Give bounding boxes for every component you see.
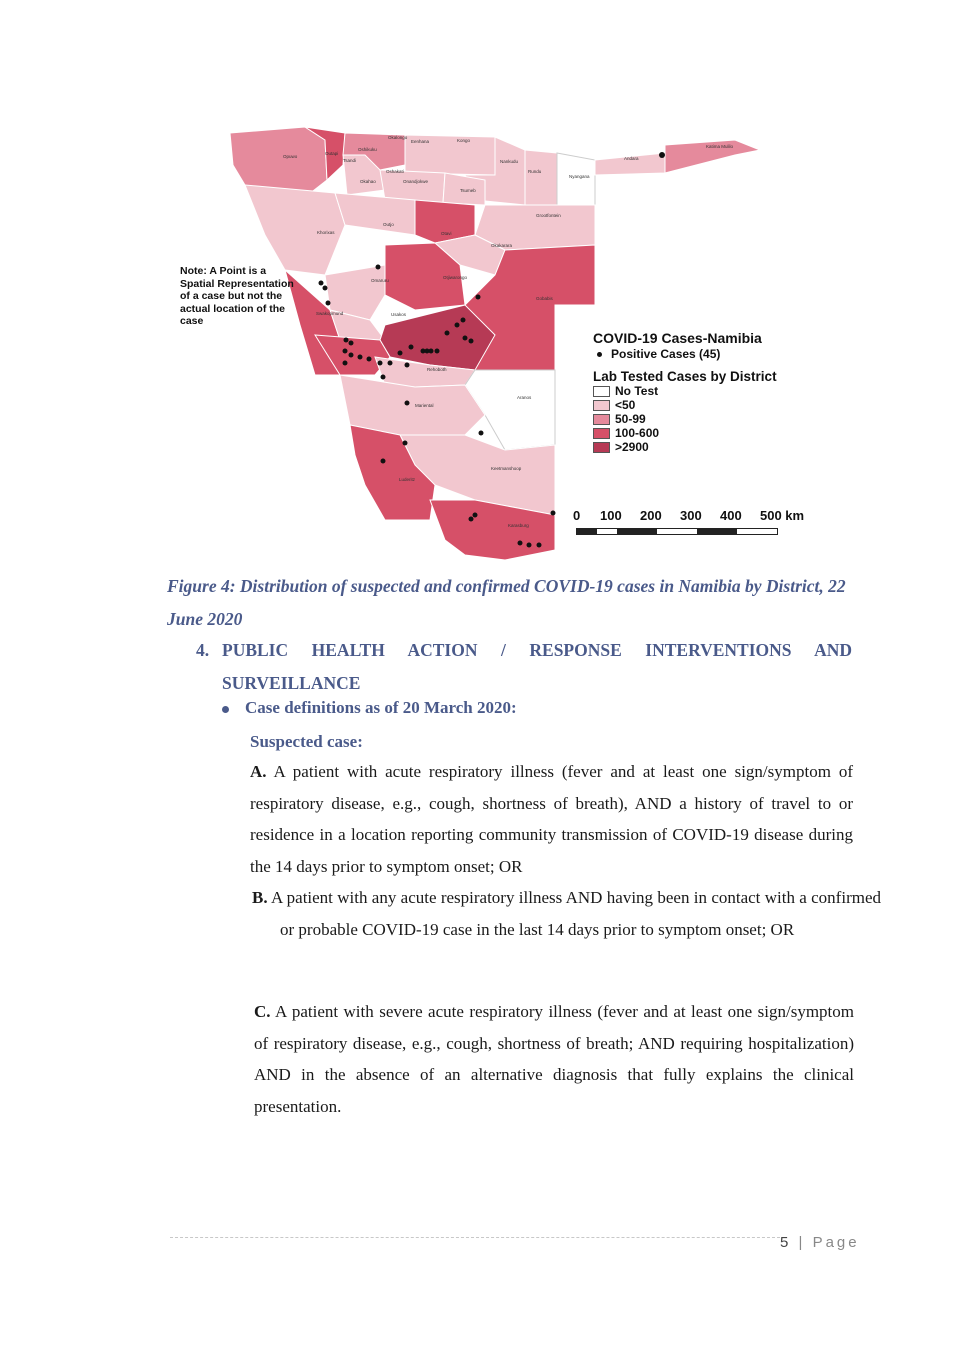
legend-row (593, 384, 833, 398)
legend-positive-label: Positive Cases (45) (611, 347, 721, 361)
scale-label: 500 km (760, 508, 805, 523)
case-point (537, 543, 542, 548)
district-label: Okalongo (388, 135, 408, 140)
district-label: Otavi (441, 231, 452, 236)
legend-subtitle: Lab Tested Cases by District (593, 369, 777, 384)
case-point (527, 543, 532, 548)
case-point (388, 361, 393, 366)
case-point (343, 349, 348, 354)
district-label: Outjo (383, 222, 394, 227)
legend-label: 50-99 (615, 412, 646, 426)
scale-label: 400 (720, 508, 742, 523)
scale-segment (617, 529, 657, 534)
district-label: Nyangana (569, 174, 590, 179)
legend-label: 100-600 (615, 426, 660, 440)
case-point (479, 431, 484, 436)
legend-swatch (593, 428, 610, 439)
definition-letter: A. (250, 762, 267, 781)
legend-title: COVID-19 Cases-Namibia (593, 330, 762, 346)
district-label: Karasburg (508, 523, 529, 528)
case-point (435, 349, 440, 354)
scale-label: 0 (573, 508, 581, 523)
case-point (323, 286, 328, 291)
legend-label: <50 (615, 398, 636, 412)
district-label: Swakopmund (316, 311, 344, 316)
case-point (398, 351, 403, 356)
case-point (381, 375, 386, 380)
district-label: Rundu (528, 169, 542, 174)
page-number: 5 (780, 1234, 792, 1251)
district-label: Oshakati (386, 169, 404, 174)
case-point (358, 355, 363, 360)
case-point (344, 338, 349, 343)
definition-b (252, 882, 881, 945)
scale-segment (697, 529, 737, 534)
definition-a (250, 756, 853, 882)
district-rundu (525, 150, 557, 205)
district-label: Tsandi (343, 158, 357, 163)
definition-c (254, 996, 854, 1122)
district-label: Opuwo (283, 154, 298, 159)
definition-text: A patient with any acute respiratory illness AND having been in contact with a confirmed or probable COVID-19 case in the last 14 days prior to symptom onset; OR (270, 888, 882, 939)
suspected-case-label: Suspected case: (250, 732, 363, 751)
district-label: Eenhana (411, 139, 430, 144)
case-point (518, 541, 523, 546)
legend-swatch (593, 442, 610, 453)
district-label: Otjiwarongo (443, 275, 468, 280)
case-point (659, 152, 665, 158)
scale-label: 100 (600, 508, 622, 523)
definition-text: A patient with severe acute respiratory illness (fever and at least one sign/symptom of respiratory disease, e.g., cough, shortness of breath; AND requiring hospitalization) AND in the absence of an alternative diagnosis that fully explains the clinical presentation. (254, 1002, 854, 1116)
scale-label: 300 (680, 508, 702, 523)
district-label: Usakos (391, 312, 407, 317)
district-outjo (335, 193, 415, 235)
case-point (445, 331, 450, 336)
district-label: Tsumeb (460, 188, 476, 193)
map-figure (175, 125, 835, 565)
legend-row (593, 398, 833, 412)
case-point (463, 336, 468, 341)
legend-row (593, 426, 833, 440)
district-label: Onandjokwe (403, 179, 429, 184)
scale-label: 200 (640, 508, 662, 523)
case-point (455, 323, 460, 328)
case-point (405, 401, 410, 406)
case-point (469, 517, 474, 522)
legend-row (593, 440, 833, 454)
bullet-icon (222, 706, 229, 713)
legend-positive-cases (597, 347, 833, 361)
map-legend (593, 330, 833, 454)
section-title: PUBLIC HEALTH ACTION / RESPONSE INTERVENTIONS AND SURVEILLANCE (222, 640, 852, 693)
page-footer (780, 1234, 860, 1251)
case-point (343, 361, 348, 366)
case-point (367, 357, 372, 362)
case-point (405, 363, 410, 368)
definition-text: A patient with acute respiratory illness (fever and at least one sign/symptom of respiratory disease, e.g., cough, shortness of breath), AND a history of travel to or residence in a location reporting community transmission of COVID-19 disease during the 14 days prior to symptom onset; OR (250, 762, 854, 876)
scale-bar (576, 528, 778, 535)
district-nyangana (557, 153, 595, 205)
case-point (429, 349, 434, 354)
case-point (381, 459, 386, 464)
district-label: Outapi (325, 151, 339, 156)
case-point (403, 441, 408, 446)
district-label: Andara (624, 156, 639, 161)
section-number: 4. (196, 640, 210, 660)
district-label: Grootfontein (536, 213, 561, 218)
district-label: Kongo (457, 138, 471, 143)
case-point (551, 511, 556, 516)
district-label: Gobabis (536, 296, 553, 301)
case-point (376, 265, 381, 270)
legend-swatch (593, 386, 610, 397)
case-point (349, 353, 354, 358)
case-point (319, 281, 324, 286)
case-point (473, 513, 478, 518)
district-label: Khorixas (317, 230, 335, 235)
footer-divider (170, 1237, 780, 1238)
district-label: Oshikuku (358, 147, 377, 152)
district-label: Rehoboth (427, 367, 447, 372)
case-point (461, 318, 466, 323)
district-label: Luderitz (399, 477, 416, 482)
district-label: Okahao (360, 179, 376, 184)
definition-letter: B. (252, 888, 268, 907)
legend-label: No Test (615, 384, 659, 398)
case-point (469, 339, 474, 344)
district-label: Katima Mulilo (706, 144, 734, 149)
page-label: | Page (798, 1234, 860, 1251)
bullet-item (222, 698, 517, 718)
figure-caption: Figure 4: Distribution of suspected and confirmed COVID-19 cases in Namibia by District, 22 June 2020 (167, 576, 846, 629)
scale-segment (577, 529, 597, 534)
point-icon (597, 352, 602, 357)
legend-swatch (593, 414, 610, 425)
district-label: Nankudu (500, 159, 519, 164)
legend-swatch (593, 400, 610, 411)
case-point (476, 295, 481, 300)
definition-letter: C. (254, 1002, 271, 1021)
district-label: Okakarara (491, 243, 513, 248)
legend-label: >2900 (615, 440, 649, 454)
legend-row (593, 412, 833, 426)
case-point (378, 361, 383, 366)
case-point (409, 345, 414, 350)
district-label: Aranos (517, 395, 532, 400)
bullet-text: Case definitions as of 20 March 2020: (245, 698, 517, 717)
district-label: Mariental (415, 403, 434, 408)
case-point (349, 341, 354, 346)
map-note: Note: A Point is a Spatial Representation of a case but not the actual location of the case (180, 265, 294, 327)
district-label: Keetmanshoop (491, 466, 522, 471)
case-point (326, 301, 331, 306)
district-label: Omaruru (371, 278, 389, 283)
